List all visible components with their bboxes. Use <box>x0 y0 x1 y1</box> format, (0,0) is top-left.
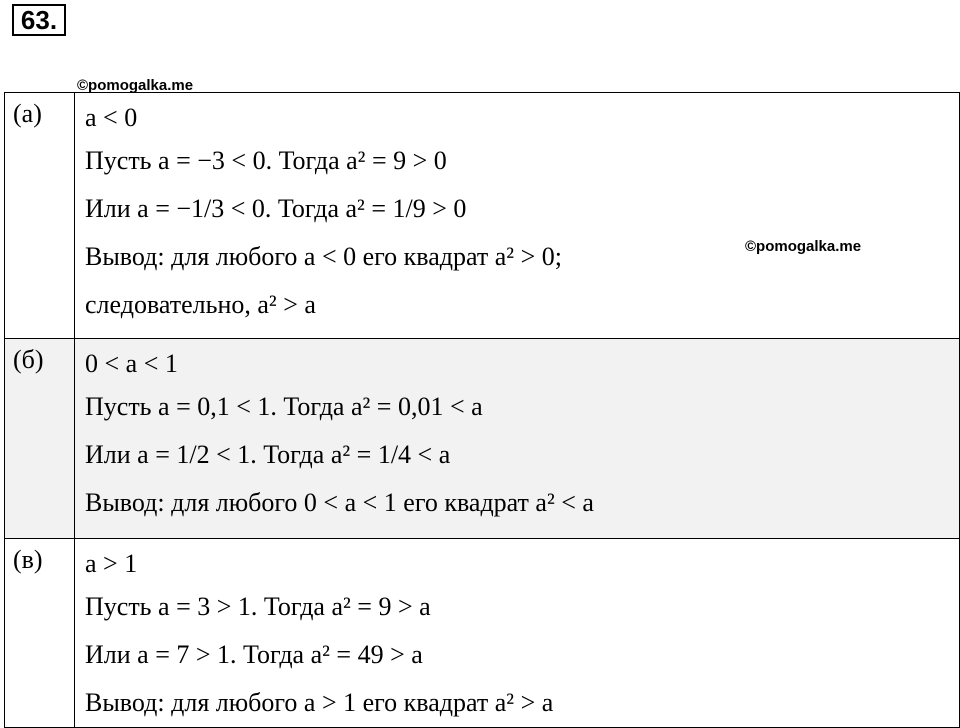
watermark-middle: ©pomogalka.me <box>745 238 862 255</box>
case-content-c <box>75 539 960 728</box>
case-c-line-4: Вывод: для любого a > 1 его квадрат a² > a <box>85 688 554 717</box>
solution-table <box>4 92 960 728</box>
case-b-line-1: 0 < a < 1 <box>85 349 178 378</box>
case-a-line-4: Вывод: для любого a < 0 его квадрат a² > 0; <box>85 242 562 271</box>
case-content-b <box>75 339 960 539</box>
case-label-a: (а) <box>5 93 75 339</box>
case-content-a <box>75 93 960 339</box>
case-c-line-2: Пусть a = 3 > 1. Тогда a² = 9 > a <box>85 592 431 621</box>
case-a-line-3: Или a = −1/3 < 0. Тогда a² = 1/9 > 0 <box>85 194 467 223</box>
case-a-line-5: следовательно, a² > a <box>85 290 316 319</box>
case-c-line-3: Или a = 7 > 1. Тогда a² = 49 > a <box>85 640 423 669</box>
case-b-line-4: Вывод: для любого 0 < a < 1 его квадрат a² < a <box>85 488 594 517</box>
watermark-top: ©pomogalka.me <box>77 77 194 94</box>
case-row-c <box>5 539 960 728</box>
case-a-line-2: Пусть a = −3 < 0. Тогда a² = 9 > 0 <box>85 146 447 175</box>
case-b-line-2: Пусть a = 0,1 < 1. Тогда a² = 0,01 < a <box>85 392 483 421</box>
case-label-c: (в) <box>5 539 75 728</box>
case-b-line-3: Или a = 1/2 < 1. Тогда a² = 1/4 < a <box>85 440 451 469</box>
case-row-b <box>5 339 960 539</box>
problem-number: 63. <box>12 4 66 36</box>
case-label-b: (б) <box>5 339 75 539</box>
case-row-a <box>5 93 960 339</box>
case-c-line-1: a > 1 <box>85 549 138 578</box>
case-a-line-1: a < 0 <box>85 103 138 132</box>
